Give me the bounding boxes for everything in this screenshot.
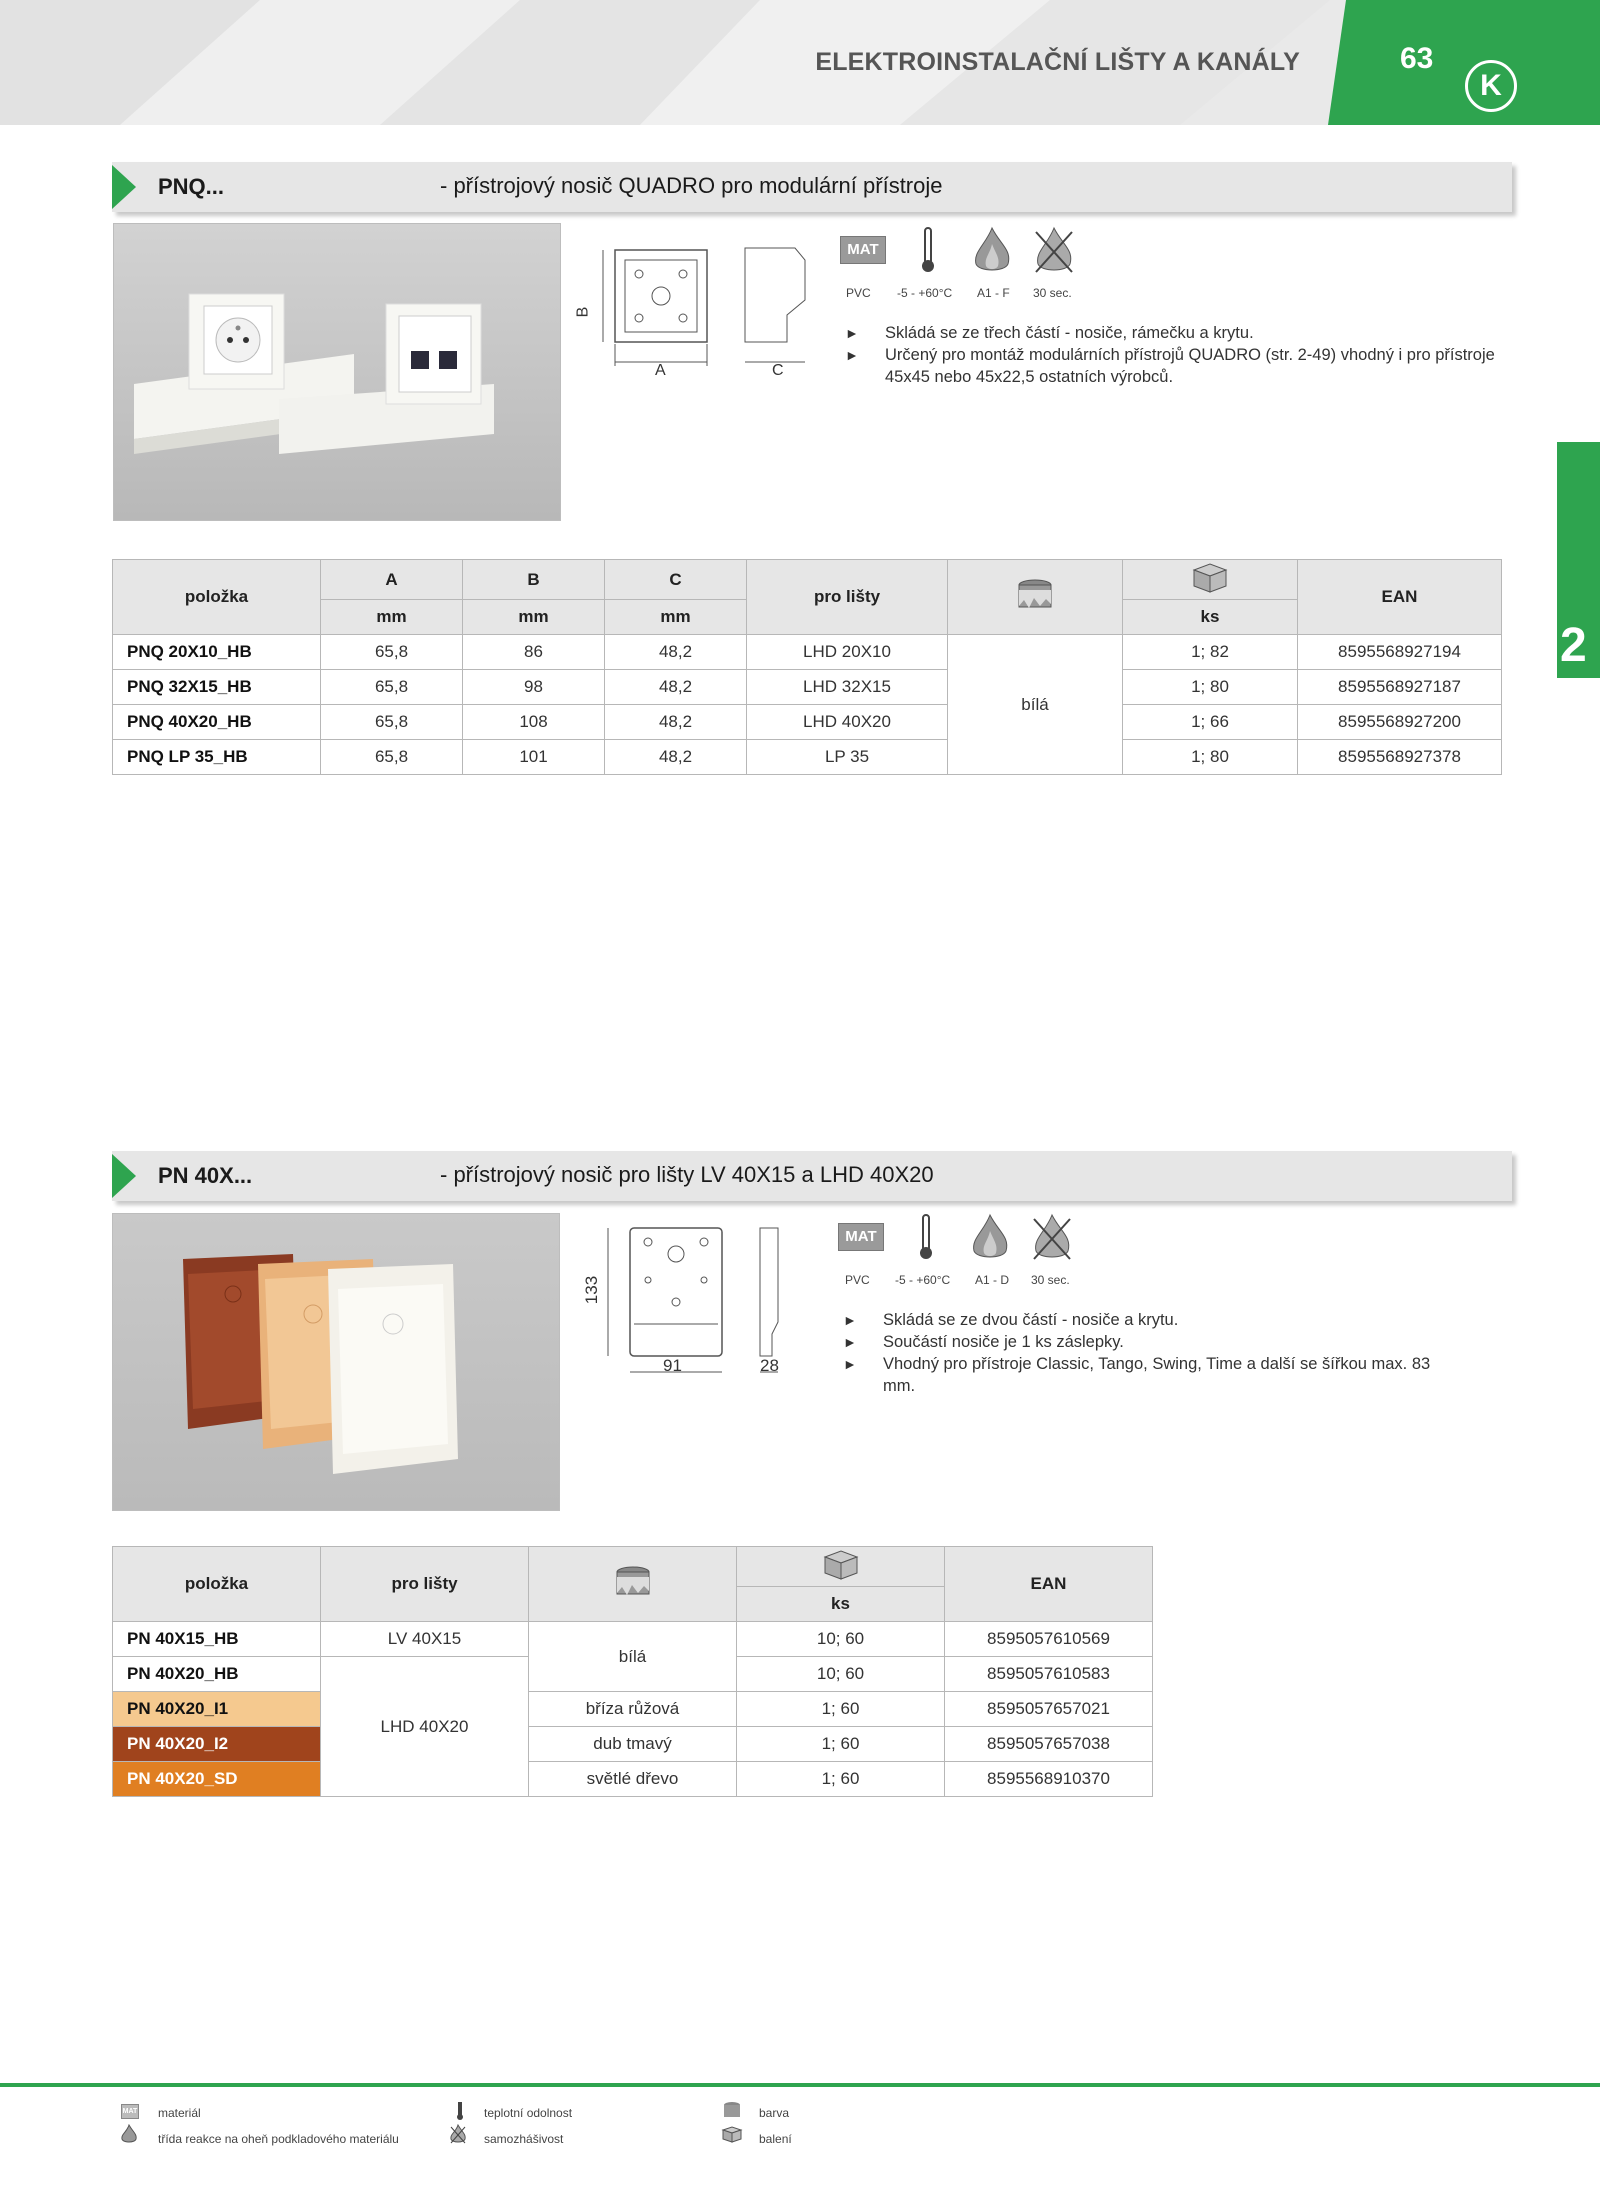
feature-item: ► Skládá se ze dvou částí - nosiče a krytu. <box>843 1309 1463 1331</box>
cell-polozka: PN 40X20_I1 <box>113 1692 321 1727</box>
flame-icon <box>970 226 1014 276</box>
product-table <box>112 1546 1153 1797</box>
mat-icon: MAT <box>838 1223 884 1251</box>
section-description: - přístrojový nosič QUADRO pro modulární přístroje <box>440 173 943 198</box>
cell-ks: 1; 60 <box>737 1762 945 1797</box>
col-header-pack <box>1123 560 1298 600</box>
paint-can-icon <box>614 1565 652 1599</box>
feature-item: ► Určený pro montáž modulárních přístrojů QUADRO (str. 2-49) vhodný i pro přístroje 45x45 nebo 45x22,5 ostatních výrobců. <box>845 344 1505 388</box>
cell-polozka: PNQ 32X15_HB <box>113 670 321 705</box>
page-number-tab <box>1328 0 1600 125</box>
box-icon <box>1188 560 1232 594</box>
dimension-label-a: A <box>655 362 666 379</box>
footer-line <box>0 2083 1600 2087</box>
material-label: PVC <box>846 286 871 300</box>
fire-class-label: A1 - F <box>977 286 1010 300</box>
cell-pro-listy: LHD 20X10 <box>747 635 948 670</box>
col-header-ean: EAN <box>1298 560 1502 635</box>
product-illustration <box>113 1214 559 1510</box>
cell-b: 98 <box>463 670 605 705</box>
unit-ks: ks <box>1123 600 1298 635</box>
cell-polozka: PN 40X20_I2 <box>113 1727 321 1762</box>
cell-c: 48,2 <box>605 635 747 670</box>
section-code: PN 40X... <box>158 1163 253 1188</box>
cell-ks: 1; 82 <box>1123 635 1298 670</box>
cell-ks: 1; 60 <box>737 1692 945 1727</box>
cell-pro-listy: LHD 40X20 <box>747 705 948 740</box>
cell-c: 48,2 <box>605 705 747 740</box>
feature-list <box>843 1309 1463 1397</box>
legend-label: materiál <box>158 2106 201 2120</box>
box-icon <box>721 2125 743 2143</box>
cell-ks: 1; 80 <box>1123 670 1298 705</box>
legend-label: samozhášivost <box>484 2132 564 2146</box>
dimension-label-c: C <box>772 362 784 379</box>
unit-a: mm <box>321 600 463 635</box>
cell-b: 101 <box>463 740 605 775</box>
legend-label: barva <box>759 2106 790 2120</box>
dimension-drawing <box>575 240 815 382</box>
cell-a: 65,8 <box>321 740 463 775</box>
cell-ks: 10; 60 <box>737 1657 945 1692</box>
cell-polozka: PNQ LP 35_HB <box>113 740 321 775</box>
table-row <box>113 1727 1153 1762</box>
mat-icon: MAT <box>840 236 886 264</box>
box-icon <box>819 1547 863 1581</box>
col-header-pro-listy: pro lišty <box>321 1547 529 1622</box>
cell-polozka: PN 40X20_SD <box>113 1762 321 1797</box>
cell-color: bříza růžová <box>529 1692 737 1727</box>
brand-logo: K <box>1465 60 1517 112</box>
product-illustration <box>114 224 560 520</box>
cell-ean: 8595568927200 <box>1298 705 1502 740</box>
cell-ean: 8595568910370 <box>945 1762 1153 1797</box>
cell-a: 65,8 <box>321 705 463 740</box>
section-description: - přístrojový nosič pro lišty LV 40X15 a LHD 40X20 <box>440 1162 934 1187</box>
cell-color: světlé dřevo <box>529 1762 737 1797</box>
col-header-color <box>529 1547 737 1622</box>
col-header-pro-listy: pro lišty <box>747 560 948 635</box>
cell-b: 86 <box>463 635 605 670</box>
cell-ean: 8595057657038 <box>945 1727 1153 1762</box>
col-header-polozka: položka <box>113 560 321 635</box>
cell-polozka: PNQ 40X20_HB <box>113 705 321 740</box>
table-row <box>113 740 1502 775</box>
self-extinguish-label: 30 sec. <box>1033 286 1072 300</box>
cell-ean: 8595057610569 <box>945 1622 1153 1657</box>
cell-a: 65,8 <box>321 670 463 705</box>
unit-b: mm <box>463 600 605 635</box>
cell-c: 48,2 <box>605 740 747 775</box>
table-row <box>113 1692 1153 1727</box>
dimension-label-width: 91 <box>663 1356 682 1375</box>
legend-label: třída reakce na oheň podkladového materiálu <box>158 2132 399 2146</box>
dimension-label-depth: 28 <box>760 1356 779 1375</box>
cell-polozka: PN 40X20_HB <box>113 1657 321 1692</box>
material-label: PVC <box>845 1273 870 1287</box>
table-row <box>113 635 1502 670</box>
thermometer-icon <box>455 2101 465 2121</box>
cell-pro-listy: LV 40X15 <box>321 1622 529 1657</box>
cell-ean: 8595568927187 <box>1298 670 1502 705</box>
section-code: PNQ... <box>158 174 225 199</box>
cell-ean: 8595568927194 <box>1298 635 1502 670</box>
flame-icon <box>120 2124 138 2144</box>
self-extinguish-label: 30 sec. <box>1031 1273 1070 1287</box>
cell-color: dub tmavý <box>529 1727 737 1762</box>
temperature-label: -5 - +60°C <box>897 286 953 300</box>
col-header-pack <box>737 1547 945 1587</box>
table-row <box>113 1762 1153 1797</box>
cell-color: bílá <box>948 635 1123 775</box>
feature-item: ► Vhodný pro přístroje Classic, Tango, Swing, Time a další se šířkou max. 83 mm. <box>843 1353 1463 1397</box>
table-row <box>113 670 1502 705</box>
col-header-c: C <box>605 560 747 600</box>
cell-ks: 1; 66 <box>1123 705 1298 740</box>
cell-pro-listy: LP 35 <box>747 740 948 775</box>
cell-ks: 10; 60 <box>737 1622 945 1657</box>
cell-pro-listy: LHD 40X20 <box>321 1657 529 1797</box>
page-header-title: ELEKTROINSTALAČNÍ LIŠTY A KANÁLY <box>815 48 1300 76</box>
legend-label: teplotní odolnost <box>484 2106 573 2120</box>
cell-ean: 8595057610583 <box>945 1657 1153 1692</box>
col-header-a: A <box>321 560 463 600</box>
col-header-polozka: položka <box>113 1547 321 1622</box>
thermometer-icon <box>916 1213 936 1261</box>
mat-icon: MAT <box>121 2104 139 2119</box>
cell-polozka: PNQ 20X10_HB <box>113 635 321 670</box>
self-extinguish-icon <box>1030 1213 1074 1263</box>
table-row <box>113 705 1502 740</box>
paint-can-icon <box>1016 578 1054 612</box>
page-number: 63 <box>1400 42 1434 75</box>
self-extinguish-icon <box>1032 226 1076 276</box>
fire-class-label: A1 - D <box>975 1273 1010 1287</box>
table-row <box>113 1622 1153 1657</box>
legend-label: balení <box>759 2132 792 2146</box>
feature-item: ► Součástí nosiče je 1 ks záslepky. <box>843 1331 1463 1353</box>
feature-item: ► Skládá se ze třech částí - nosiče, rámečku a krytu. <box>845 322 1505 344</box>
chapter-number: 2 <box>1560 619 1587 672</box>
cell-b: 108 <box>463 705 605 740</box>
temperature-label: -5 - +60°C <box>895 1273 951 1287</box>
unit-c: mm <box>605 600 747 635</box>
unit-ks: ks <box>737 1587 945 1622</box>
paint-can-icon <box>722 2101 742 2119</box>
thermometer-icon <box>918 226 938 274</box>
cell-pro-listy: LHD 32X15 <box>747 670 948 705</box>
product-photo <box>113 223 561 521</box>
cell-ks: 1; 80 <box>1123 740 1298 775</box>
cell-color: bílá <box>529 1622 737 1692</box>
self-extinguish-icon <box>449 2124 467 2144</box>
col-header-color <box>948 560 1123 635</box>
col-header-ean: EAN <box>945 1547 1153 1622</box>
dimension-label-b: B <box>574 306 592 318</box>
cell-polozka: PN 40X15_HB <box>113 1622 321 1657</box>
product-table <box>112 559 1502 775</box>
cell-ean: 8595568927378 <box>1298 740 1502 775</box>
cell-ean: 8595057657021 <box>945 1692 1153 1727</box>
flame-icon <box>968 1213 1012 1263</box>
feature-list <box>845 322 1505 388</box>
col-header-b: B <box>463 560 605 600</box>
cell-ks: 1; 60 <box>737 1727 945 1762</box>
cell-c: 48,2 <box>605 670 747 705</box>
cell-a: 65,8 <box>321 635 463 670</box>
dimension-label-height: 133 <box>582 1275 602 1305</box>
product-photo <box>112 1213 560 1511</box>
